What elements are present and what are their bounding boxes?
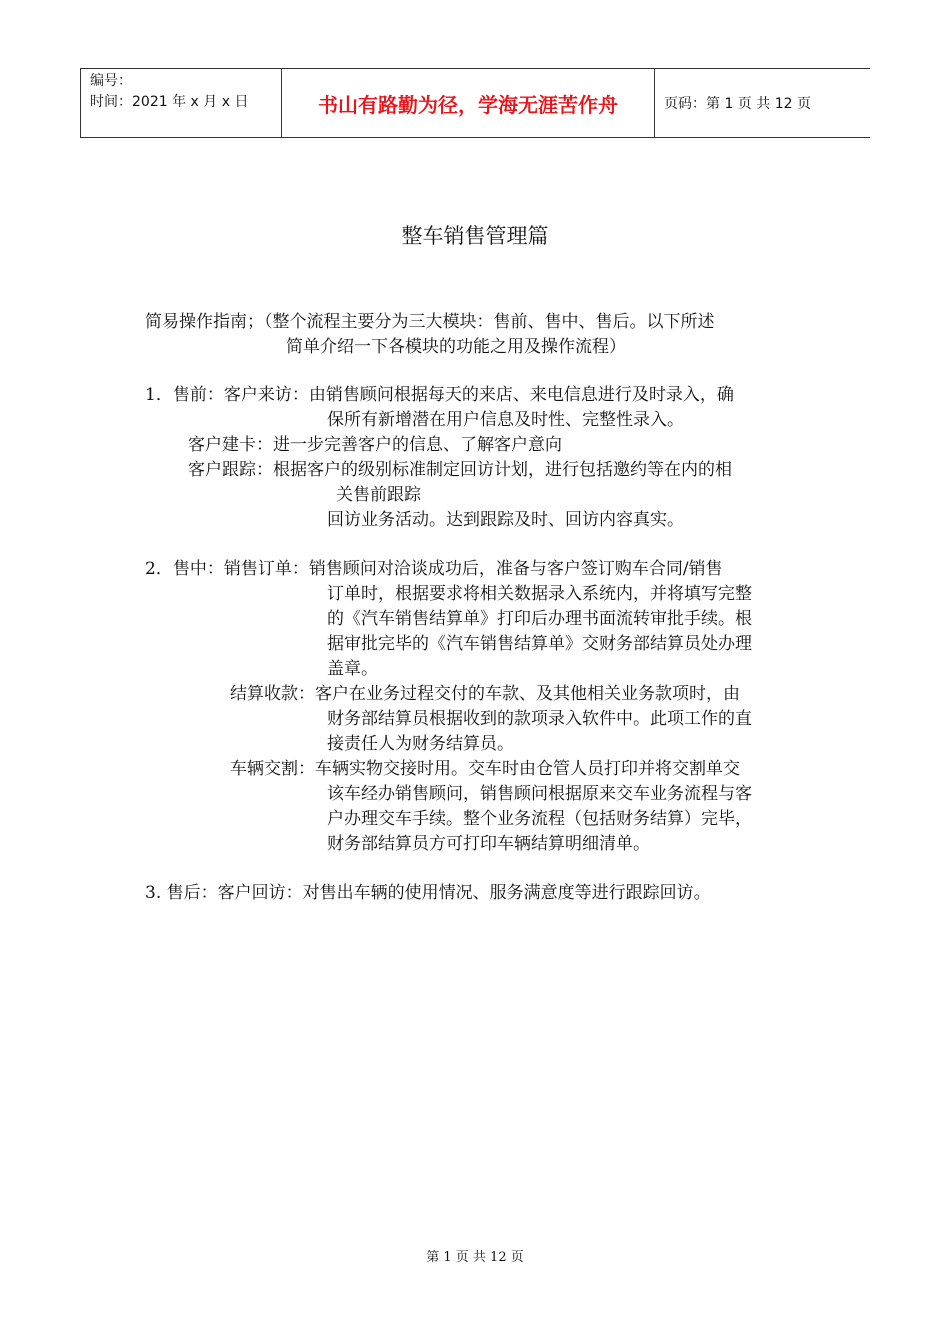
page-footer: 第 1 页 共 12 页 [426, 1250, 524, 1265]
section2-line: 户办理交车手续。整个业务流程（包括财务结算）完毕， [327, 809, 752, 829]
section1-line: 客户建卡：进一步完善客户的信息、了解客户意向 [188, 435, 562, 455]
guide-line: 简易操作指南；（整个流程主要分为三大模块：售前、售中、售后。以下所述 [145, 312, 715, 332]
section2-line: 据审批完毕的《汽车销售结算单》交财务部结算员处办理 [327, 634, 752, 654]
header-left [90, 71, 248, 113]
section2-line: 车辆交割：车辆实物交接时用。交车时由仓管人员打印并将交割单交 [230, 759, 740, 779]
section2-line: 该车经办销售顾问，销售顾问根据原来交车业务流程与客 [327, 784, 752, 804]
section1-line: 保所有新增潜在用户信息及时性、完整性录入。 [327, 410, 684, 430]
section2-line: 财务部结算员方可打印车辆结算明细清单。 [327, 834, 650, 854]
header-motto: 书山有路勤为径，学海无涯苦作舟 [318, 92, 618, 117]
guide-line: 简单介绍一下各模块的功能之用及操作流程） [286, 337, 626, 357]
time-label: 时间：2021 年 x 月 x 日 [90, 94, 249, 110]
document-title: 整车销售管理篇 [401, 224, 549, 248]
serial-label: 编号： [90, 73, 132, 89]
section2-line: 2．售中：销售订单：销售顾问对洽谈成功后，准备与客户签订购车合同/销售 [145, 559, 723, 579]
section2-line: 盖章。 [327, 659, 378, 679]
header-page-info: 页码：第 1 页 共 12 页 [664, 96, 811, 112]
section3-line: 3. 售后：客户回访：对售出车辆的使用情况、服务满意度等进行跟踪回访。 [145, 883, 711, 903]
section2-line: 的《汽车销售结算单》打印后办理书面流转审批手续。根 [327, 609, 752, 629]
section1-line: 回访业务活动。达到跟踪及时、回访内容真实。 [327, 510, 684, 530]
section1-line: 关售前跟踪 [336, 485, 421, 505]
page-header [80, 68, 870, 138]
section1-line: 1．售前：客户来访：由销售顾问根据每天的来店、来电信息进行及时录入，确 [145, 385, 734, 405]
section2-line: 财务部结算员根据收到的款项录入软件中。此项工作的直 [327, 709, 752, 729]
section2-line: 接责任人为财务结算员。 [327, 734, 514, 754]
section2-line: 订单时，根据要求将相关数据录入系统内，并将填写完整 [327, 584, 752, 604]
header-divider [654, 69, 655, 137]
section1-line: 客户跟踪：根据客户的级别标准制定回访计划，进行包括邀约等在内的相 [188, 460, 732, 480]
header-divider [80, 69, 81, 137]
section2-line: 结算收款：客户在业务过程交付的车款、及其他相关业务款项时，由 [230, 684, 740, 704]
